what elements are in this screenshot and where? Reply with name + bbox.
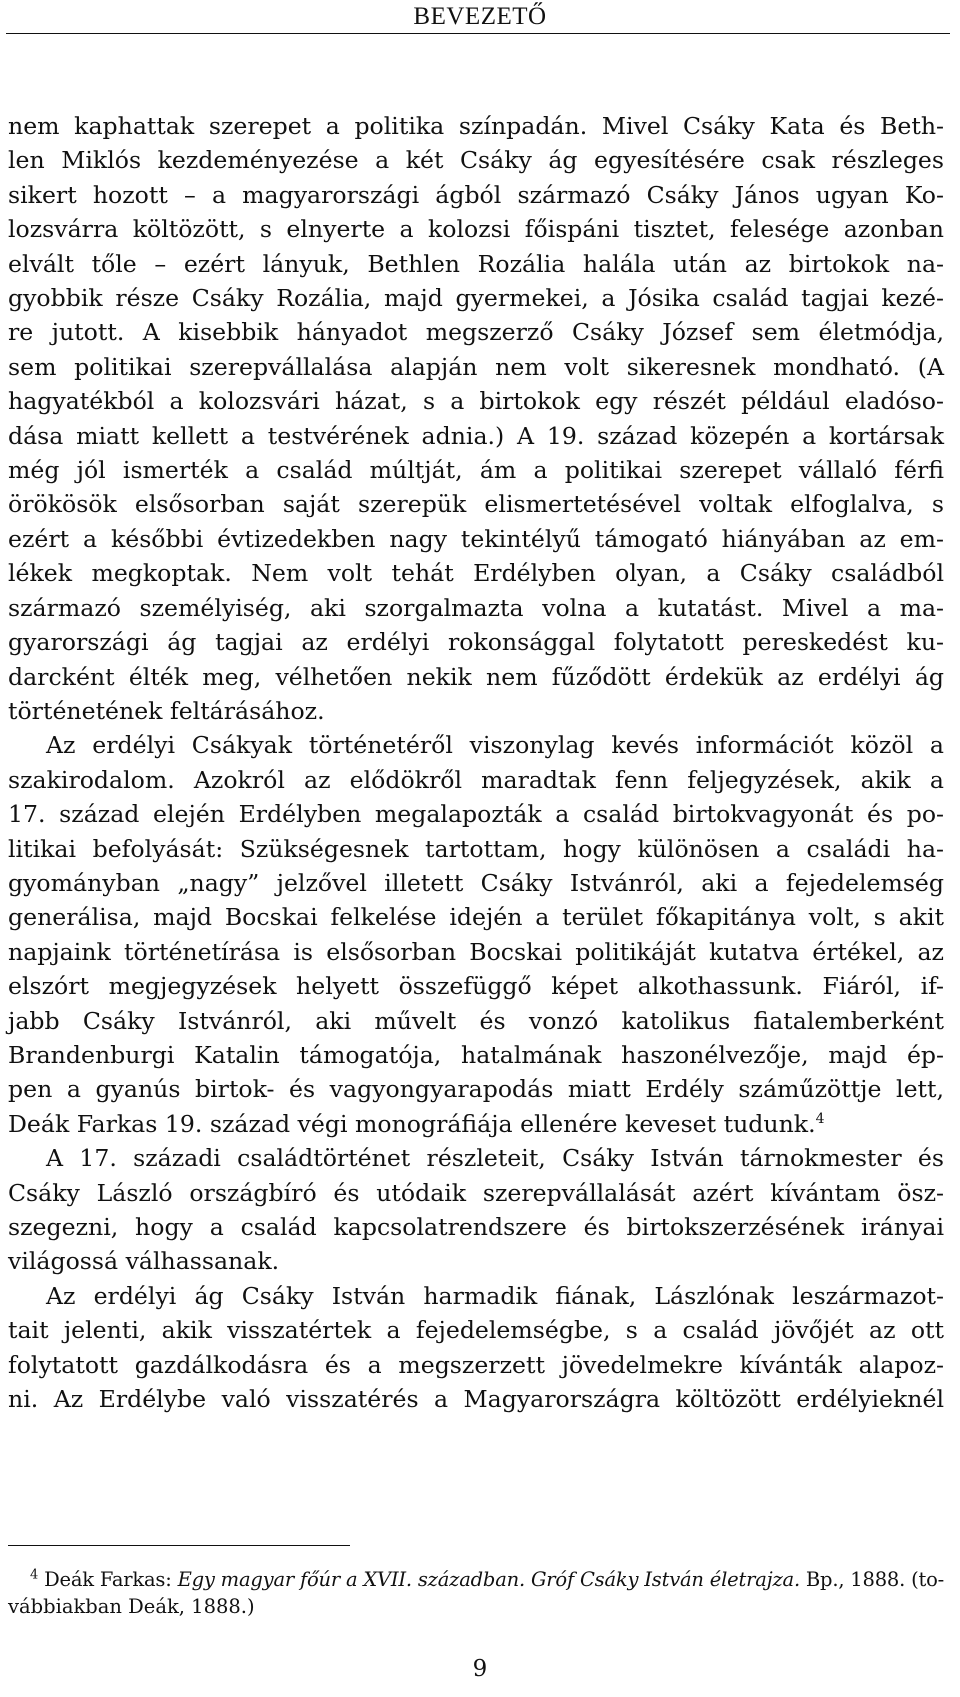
text-line: tait jelenti, akik visszatértek a fejedelemségbe, s a család jövőjét az ott bbox=[8, 1316, 944, 1345]
text-line: gyobbik része Csáky Rozália, majd gyermekei, a Jósika család tagjai kezé- bbox=[8, 284, 944, 313]
text-line-content: Deák Farkas 19. század végi monográfiája ellenére keveset tudunk. bbox=[8, 1109, 816, 1138]
text-line bbox=[8, 1107, 944, 1141]
footnote-rest: Bp., 1888. (to- bbox=[799, 1568, 945, 1591]
text-line: napjaink történetírása is elsősorban Bocskai politikáját kutatva értékel, az bbox=[8, 937, 944, 966]
text-line: Brandenburgi Katalin támogatója, hatalmának haszonélvezője, majd ép- bbox=[8, 1040, 944, 1069]
footnote-line bbox=[8, 1567, 944, 1594]
text-line: elszórt megjegyzések helyett összefüggő képet alkothassunk. Fiáról, if- bbox=[8, 972, 944, 1001]
text-line: ezért a későbbi évtizedekben nagy tekintélyű támogató hiányában az em- bbox=[8, 524, 944, 553]
text-line: sem politikai szerepvállalása alapján nem volt sikeresnek mondható. (A bbox=[8, 352, 944, 381]
page-number: 9 bbox=[472, 1656, 488, 1682]
text-line: pen a gyanús birtok- és vagyongyarapodás miatt Erdély száműzöttje lett, bbox=[8, 1075, 944, 1104]
paragraph-1 bbox=[8, 109, 944, 728]
text-line: szakirodalom. Azokról az elődökről maradtak fenn feljegyzések, akik a bbox=[8, 765, 944, 794]
text-line: származó személyiség, aki szorgalmazta volna a kutatást. Mivel a ma- bbox=[8, 593, 944, 622]
footnote-line: vábbiakban Deák, 1888.) bbox=[8, 1594, 255, 1618]
text-line: elvált tőle – ezért lányuk, Bethlen Rozália halála után az birtokok na- bbox=[8, 249, 944, 278]
body-text bbox=[8, 109, 944, 1416]
text-line: nem kaphattak szerepet a politika színpadán. Mivel Csáky Kata és Beth- bbox=[8, 112, 944, 140]
paragraph-2 bbox=[8, 728, 944, 1141]
text-line: örökösök elsősorban saját szerepük elismertetésével voltak elfoglalva, s bbox=[8, 490, 944, 519]
header-rule bbox=[6, 33, 950, 34]
text-line: dása miatt kellett a testvérének adnia.) A 19. század közepén a kortársak bbox=[8, 421, 944, 450]
text-line: re jutott. A kisebbik hányadot megszerző Csáky József sem életmódja, bbox=[8, 318, 944, 347]
text-line: generálisa, majd Bocskai felkelése idején a terület főkapitánya volt, s akit bbox=[8, 903, 944, 932]
text-line: darcként élték meg, vélhetően nekik nem fűződött érdekük az erdélyi ág bbox=[8, 662, 944, 691]
text-line: gyarországi ág tagjai az erdélyi rokonsággal folytatott pereskedést ku- bbox=[8, 628, 944, 657]
text-line: 17. század elején Erdélyben megalapozták a család birtokvagyonát és po- bbox=[8, 800, 944, 829]
text-line: litikai befolyását: Szükségesnek tartottam, hogy különösen a családi ha- bbox=[8, 834, 944, 863]
footnote-reference[interactable]: 4 bbox=[815, 1110, 825, 1127]
footnote-mark: 4 bbox=[30, 1567, 39, 1583]
text-line: hagyatékból a kolozsvári házat, s a birtokok egy részét például eladóso- bbox=[8, 387, 944, 416]
text-line: len Miklós kezdeményezése a két Csáky ág egyesítésére csak részleges bbox=[8, 146, 944, 175]
paragraph-3 bbox=[8, 1141, 944, 1279]
text-line: lékek megkoptak. Nem volt tehát Erdélyben olyan, a Csáky családból bbox=[8, 559, 944, 588]
text-line: ni. Az Erdélybe való visszatérés a Magyarországra költözött erdélyieknél bbox=[8, 1385, 944, 1414]
text-line: világossá válhassanak. bbox=[8, 1247, 280, 1276]
text-line: Az erdélyi Csákyak történetéről viszonylag kevés információt közöl a bbox=[46, 731, 944, 760]
text-line: jabb Csáky Istvánról, aki művelt és vonzó katolikus fiatalemberként bbox=[8, 1006, 944, 1035]
text-line: szegezni, hogy a család kapcsolatrendszere és birtokszerzésének irányai bbox=[8, 1213, 944, 1241]
text-line: Csáky László országbíró és utódaik szerepvállalását azért kívántam ösz- bbox=[8, 1178, 944, 1207]
text-line: sikert hozott – a magyarországi ágból származó Csáky János ugyan Ko- bbox=[8, 180, 944, 209]
text-line: lozsvárra költözött, s elnyerte a kolozsi főispáni tisztet, felesége azonban bbox=[8, 215, 944, 244]
footnote-rule bbox=[8, 1545, 350, 1546]
footnote bbox=[8, 1567, 944, 1620]
paragraph-4 bbox=[8, 1279, 944, 1417]
text-line: A 17. századi családtörténet részleteit, Csáky István tárnokmester és bbox=[46, 1144, 944, 1173]
text-line: történetének feltárásához. bbox=[8, 696, 325, 725]
text-line: Az erdélyi ág Csáky István harmadik fiának, Lászlónak leszármazot- bbox=[46, 1281, 944, 1310]
footnote-author: Deák Farkas: bbox=[44, 1568, 178, 1591]
footnote-title: Egy magyar főúr a XVII. században. Gróf Csáky István életrajza. bbox=[177, 1568, 800, 1591]
text-line: gyományban „nagy” jelzővel illetett Csáky Istvánról, aki a fejedelemség bbox=[8, 868, 944, 897]
running-head: BEVEZETŐ bbox=[413, 3, 547, 30]
text-line: még jól ismerték a család múltját, ám a politikai szerepet vállaló férfi bbox=[8, 456, 944, 485]
text-line: folytatott gazdálkodásra és a megszerzett jövedelmekre kívánták alapoz- bbox=[8, 1350, 944, 1379]
